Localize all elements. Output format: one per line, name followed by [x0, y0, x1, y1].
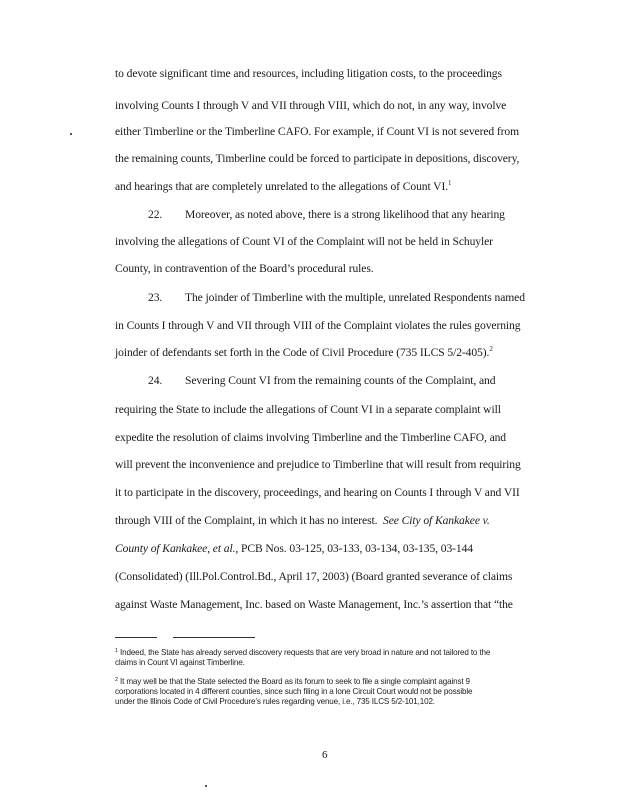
paragraph-24-line — [115, 542, 473, 555]
paragraph-24-line — [115, 514, 490, 527]
paragraph-text: PCB Nos. 03-125, 03-133, 03-134, 03-135, 03-144 — [238, 542, 474, 555]
footnote-2-line — [115, 677, 470, 686]
footnote-ref: 1 — [448, 179, 452, 187]
footnote-text: It may well be that the State selected the Board as its forum to seek to file a single complaint against 9 — [120, 677, 470, 686]
case-citation: County of Kankakee, et al., — [115, 542, 239, 555]
paragraph-22-line: County, in contravention of the Board’s procedural rules. — [115, 262, 374, 275]
paragraph-text: The joinder of Timberline with the multiple, unrelated Respondents named — [185, 291, 525, 304]
paragraph-24-line: will prevent the inconvenience and prejudice to Timberline that will result from requiring — [115, 458, 521, 471]
footnote-separator — [115, 637, 255, 638]
footnote-1-line — [115, 648, 490, 657]
paragraph-number: 23. — [148, 291, 163, 304]
body-line: involving Counts I through V and VII through VIII, which do not, in any way, involve — [115, 99, 507, 112]
paragraph-number: 24. — [148, 374, 163, 387]
paragraph-24-line: it to participate in the discovery, proceedings, and hearing on Counts I through V and VII — [115, 486, 520, 499]
footnote-2-line: under the Illinois Code of Civil Procedure’s rules regarding venue, i.e., 735 ILCS 5/2-101,102. — [115, 697, 435, 706]
paragraph-22-line — [148, 208, 505, 221]
footnote-ref: 2 — [489, 345, 493, 353]
body-line: to devote significant time and resources, including litigation costs, to the proceedings — [115, 67, 502, 80]
paragraph-24-line: requiring the State to include the allegations of Count VI in a separate complaint will — [115, 403, 501, 416]
paragraph-24-line: (Consolidated) (Ill.Pol.Control.Bd., April 17, 2003) (Board granted severance of claims — [115, 570, 513, 583]
paragraph-number: 22. — [148, 208, 163, 221]
scan-speck — [70, 133, 72, 135]
paragraph-23-line — [115, 346, 493, 359]
body-line — [115, 180, 451, 193]
footnote-2-line: corporations located in 4 different counties, since such filing in a lone Circuit Court would not be possible — [115, 687, 473, 696]
paragraph-24-line — [148, 374, 495, 387]
body-line: either Timberline or the Timberline CAFO. For example, if Count VI is not severed from — [115, 125, 520, 138]
paragraph-text: joinder of defendants set forth in the Code of Civil Procedure (735 ILCS 5/2-405). — [115, 346, 490, 359]
paragraph-23-line — [148, 291, 525, 304]
page-number: 6 — [322, 749, 328, 761]
case-citation: See City of Kankakee v. — [383, 514, 490, 527]
paragraph-23-line: in Counts I through V and VII through VIII of the Complaint violates the rules governing — [115, 319, 521, 332]
paragraph-text: through VIII of the Complaint, in which it has no interest. — [115, 514, 378, 527]
body-line: the remaining counts, Timberline could be forced to participate in depositions, discovery, — [115, 152, 520, 165]
footnote-separator-gap — [157, 634, 173, 640]
scan-speck — [205, 785, 207, 787]
paragraph-text: Moreover, as noted above, there is a strong likelihood that any hearing — [185, 208, 505, 221]
paragraph-text: Severing Count VI from the remaining counts of the Complaint, and — [185, 374, 496, 387]
paragraph-22-line: involving the allegations of Count VI of the Complaint will not be held in Schuyler — [115, 235, 493, 248]
footnote-text: Indeed, the State has already served discovery requests that are very broad in nature and not tailored to the — [120, 648, 491, 657]
footnote-number: 2 — [115, 677, 118, 683]
body-line-text: and hearings that are completely unrelated to the allegations of Count VI. — [115, 180, 449, 193]
footnote-number: 1 — [115, 648, 118, 654]
footnote-1-line: claims in Count VI against Timberline. — [115, 658, 245, 667]
paragraph-24-line: against Waste Management, Inc. based on Waste Management, Inc.’s assertion that “the — [115, 598, 513, 611]
paragraph-24-line: expedite the resolution of claims involving Timberline and the Timberline CAFO, and — [115, 431, 507, 444]
